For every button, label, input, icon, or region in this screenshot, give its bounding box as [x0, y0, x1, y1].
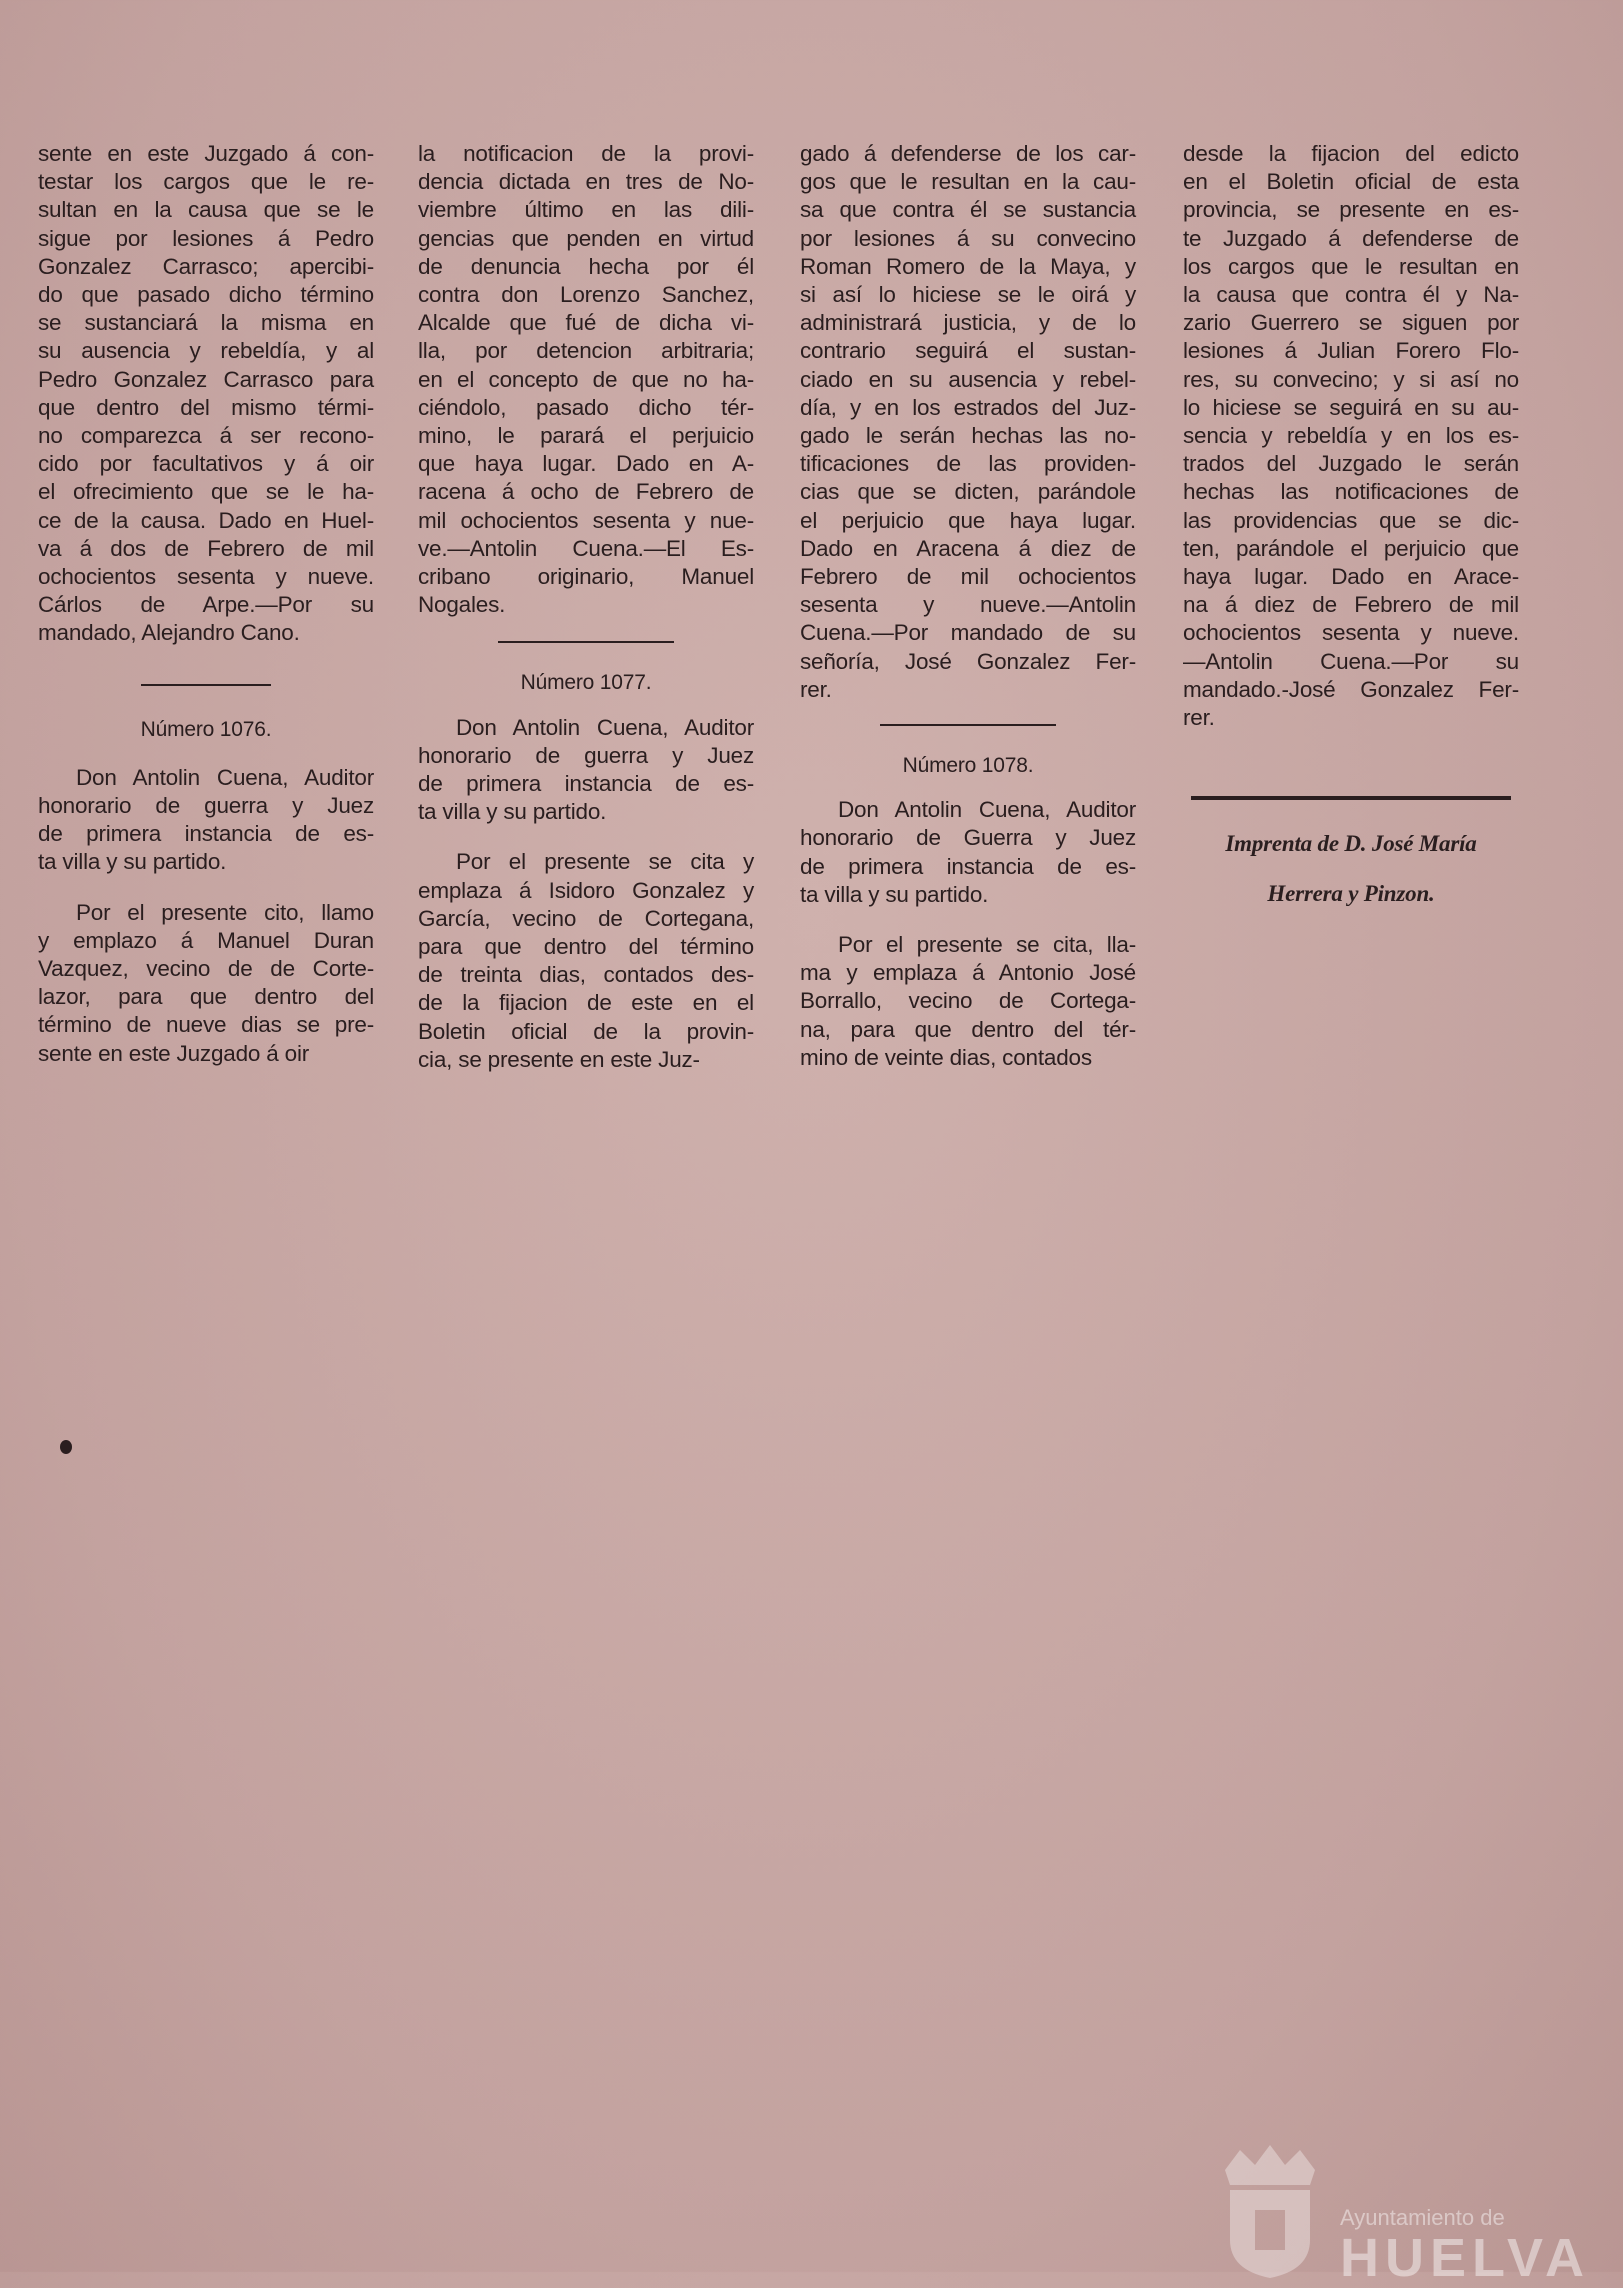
text-line: de treinta dias, contados des-	[418, 962, 754, 988]
printer-imprint: Herrera y Pinzon.	[1267, 881, 1435, 907]
watermark-text	[1340, 2205, 1590, 2288]
text-line: que haya lugar. Dado en A-	[418, 451, 754, 477]
text-line: Don Antolin Cuena, Auditor	[76, 764, 374, 790]
text-line: Febrero de mil ochocientos	[800, 564, 1136, 590]
text-line: ochocientos sesenta y nueve.	[1183, 620, 1519, 646]
watermark-line-2: HUELVA	[1340, 2228, 1590, 2288]
text-line: zario Guerrero se siguen por	[1183, 310, 1519, 336]
text-line: término de nueve dias se pre-	[38, 1012, 374, 1038]
text-line: en el concepto de que no ha-	[418, 366, 754, 392]
text-line: cido por facultativos y á oir	[38, 451, 374, 477]
text-line: su ausencia y rebeldía, y al	[38, 338, 374, 364]
text-line: Cárlos de Arpe.—Por su	[38, 592, 374, 618]
text-line: res, su convecino; y si así no	[1183, 366, 1519, 392]
text-line: honorario de Guerra y Juez	[800, 825, 1136, 851]
text-line: día, y en los estrados del Juz-	[800, 394, 1136, 420]
text-line: gado le serán hechas las no-	[800, 423, 1136, 449]
text-line: sente en este Juzgado á oir	[38, 1040, 310, 1066]
text-line: emplaza á Isidoro Gonzalez y	[418, 877, 754, 903]
text-line: señoría, José Gonzalez Fer-	[800, 648, 1136, 674]
text-line: rer.	[1183, 705, 1215, 731]
text-line: honorario de guerra y Juez	[418, 742, 754, 768]
printer-imprint: Imprenta de D. José María	[1225, 831, 1477, 857]
text-line: desde la fijacion del edicto	[1183, 141, 1519, 166]
text-line: tificaciones de las providen-	[800, 451, 1136, 477]
notice-paragraph	[418, 140, 754, 619]
text-line: que dentro del mismo térmi-	[38, 394, 374, 420]
column-2	[418, 140, 754, 1074]
text-line: ce de la causa. Dado en Huel-	[38, 507, 374, 533]
text-line: Don Antolin Cuena, Auditor	[456, 714, 754, 740]
text-line: racena á ocho de Febrero de	[418, 479, 754, 505]
text-line: va á dos de Febrero de mil	[38, 535, 374, 561]
text-line: contrario seguirá el sustan-	[800, 338, 1136, 364]
text-line: sultan en la causa que se le	[38, 197, 374, 223]
text-line: Alcalde que fué de dicha vi-	[418, 310, 754, 336]
text-line: Vazquez, vecino de de Corte-	[38, 956, 374, 982]
separator-rule	[1191, 796, 1511, 800]
notice-issuer	[418, 714, 754, 827]
text-line: rer.	[800, 676, 832, 702]
text-line: Por el presente cito, llamo	[76, 899, 374, 925]
text-line: contra don Lorenzo Sanchez,	[418, 282, 754, 308]
text-line: gado á defenderse de los car-	[800, 141, 1136, 166]
text-line: Gonzalez Carrasco; apercibi-	[38, 253, 374, 279]
text-line: sigue por lesiones á Pedro	[38, 225, 374, 251]
notice-number-heading: Número 1078.	[902, 754, 1034, 778]
text-line: —Antolin Cuena.—Por su	[1183, 648, 1519, 674]
text-line: en el Boletin oficial de esta	[1183, 169, 1519, 195]
text-line: ciéndolo, pasado dicho tér-	[418, 394, 754, 420]
column-4	[1183, 140, 1519, 909]
faded-page-header	[110, 66, 1510, 116]
text-line: para que dentro del término	[418, 934, 754, 960]
text-line: hechas las notificaciones de	[1183, 479, 1519, 505]
text-line: lazor, para que dentro del	[38, 984, 374, 1010]
text-line: sencia y rebeldía y en los es-	[1183, 423, 1519, 449]
text-line: ciado en su ausencia y rebel-	[800, 366, 1136, 392]
text-line: te Juzgado á defenderse de	[1183, 225, 1519, 251]
notice-paragraph	[800, 931, 1136, 1072]
text-line: Pedro Gonzalez Carrasco para	[38, 366, 374, 392]
text-line: provincia, se presente en es-	[1183, 197, 1519, 223]
text-line: dencia dictada en tres de No-	[418, 169, 754, 195]
text-line: haya lugar. Dado en Arace-	[1183, 564, 1519, 590]
text-line: las providencias que se dic-	[1183, 507, 1519, 533]
notice-paragraph	[418, 848, 754, 1074]
text-line: mandado.-José Gonzalez Fer-	[1183, 676, 1519, 702]
text-line: administrará justicia, y de lo	[800, 310, 1136, 336]
text-line: lla, por detencion arbitraria;	[418, 338, 754, 364]
text-line: por lesiones á su convecino	[800, 225, 1136, 251]
text-line: cias que se dicten, parándole	[800, 479, 1136, 505]
text-line: de la fijacion de este en el	[418, 990, 754, 1016]
text-line: se sustanciará la misma en	[38, 310, 374, 336]
text-line: García, vecino de Cortegana,	[418, 905, 754, 931]
watermark-line-1: Ayuntamiento de	[1340, 2205, 1505, 2230]
ink-spot	[60, 1440, 72, 1454]
text-line: Boletin oficial de la provin-	[418, 1018, 754, 1044]
notice-paragraph	[38, 140, 374, 648]
text-line: viembre último en las dili-	[418, 197, 754, 223]
text-line: ten, parándole el perjuicio que	[1183, 535, 1519, 561]
notice-paragraph	[1183, 140, 1519, 732]
text-line: si así lo hiciese se le oirá y	[800, 282, 1136, 308]
text-line: mino, le parará el perjuicio	[418, 423, 754, 449]
coat-of-arms-icon	[1210, 2140, 1330, 2280]
text-line: Dado en Aracena á diez de	[800, 535, 1136, 561]
text-line: no comparezca á ser recono-	[38, 423, 374, 449]
text-line: ta villa y su partido.	[38, 849, 227, 875]
text-line: do que pasado dicho término	[38, 282, 374, 308]
text-line: mino de veinte dias, contados	[800, 1044, 1092, 1070]
notice-number-heading: Número 1077.	[520, 671, 652, 695]
column-3	[800, 140, 1136, 1072]
text-line: cia, se presente en este Juz-	[418, 1046, 700, 1072]
separator-rule	[498, 641, 674, 643]
text-line: cribano originario, Manuel	[418, 564, 754, 590]
notice-number-heading: Número 1076.	[140, 717, 272, 741]
column-1	[38, 140, 374, 1068]
text-line: Don Antolin Cuena, Auditor	[838, 797, 1136, 823]
text-line: de denuncia hecha por él	[418, 253, 754, 279]
text-line: Cuena.—Por mandado de su	[800, 620, 1136, 646]
text-line: el ofrecimiento que se le ha-	[38, 479, 374, 505]
text-line: sesenta y nueve.—Antolin	[800, 592, 1136, 618]
text-line: Nogales.	[418, 592, 506, 618]
notice-paragraph	[38, 899, 374, 1068]
text-line: Borrallo, vecino de Cortega-	[800, 988, 1136, 1014]
text-line: Por el presente se cita y	[456, 849, 754, 875]
text-line: los cargos que le resultan en	[1183, 253, 1519, 279]
separator-rule	[141, 684, 271, 686]
notice-issuer	[38, 764, 374, 877]
text-line: mil ochocientos sesenta y nue-	[418, 507, 754, 533]
text-line: testar los cargos que le re-	[38, 169, 374, 195]
text-line: y emplazo á Manuel Duran	[38, 927, 374, 953]
notice-paragraph	[800, 140, 1136, 704]
text-line: la causa que contra él y Na-	[1183, 282, 1519, 308]
text-line: la notificacion de la provi-	[418, 141, 754, 166]
text-line: na, para que dentro del tér-	[800, 1016, 1136, 1042]
text-line: na á diez de Febrero de mil	[1183, 592, 1519, 618]
text-line: sa que contra él se sustancia	[800, 197, 1136, 223]
text-line: ta villa y su partido.	[418, 799, 607, 825]
text-line: de primera instancia de es-	[38, 821, 374, 847]
text-line: sente en este Juzgado á con-	[38, 141, 374, 166]
separator-rule	[880, 724, 1056, 726]
text-line: Por el presente se cita, lla-	[838, 932, 1136, 958]
text-line: de primera instancia de es-	[800, 853, 1136, 879]
text-line: lo hiciese se seguirá en su au-	[1183, 394, 1519, 420]
text-line: el perjuicio que haya lugar.	[800, 507, 1136, 533]
text-line: ochocientos sesenta y nueve.	[38, 564, 374, 590]
text-line: ta villa y su partido.	[800, 881, 989, 907]
text-line: honorario de guerra y Juez	[38, 793, 374, 819]
text-line: de primera instancia de es-	[418, 771, 754, 797]
text-line: lesiones á Julian Forero Flo-	[1183, 338, 1519, 364]
notice-issuer	[800, 796, 1136, 909]
text-line: trados del Juzgado le serán	[1183, 451, 1519, 477]
text-line: gencias que penden en virtud	[418, 225, 754, 251]
text-line: ve.—Antolin Cuena.—El Es-	[418, 535, 754, 561]
text-line: gos que le resultan en la cau-	[800, 169, 1136, 195]
text-line: mandado, Alejandro Cano.	[38, 620, 300, 646]
text-line: ma y emplaza á Antonio José	[800, 960, 1136, 986]
text-line: Roman Romero de la Maya, y	[800, 253, 1136, 279]
